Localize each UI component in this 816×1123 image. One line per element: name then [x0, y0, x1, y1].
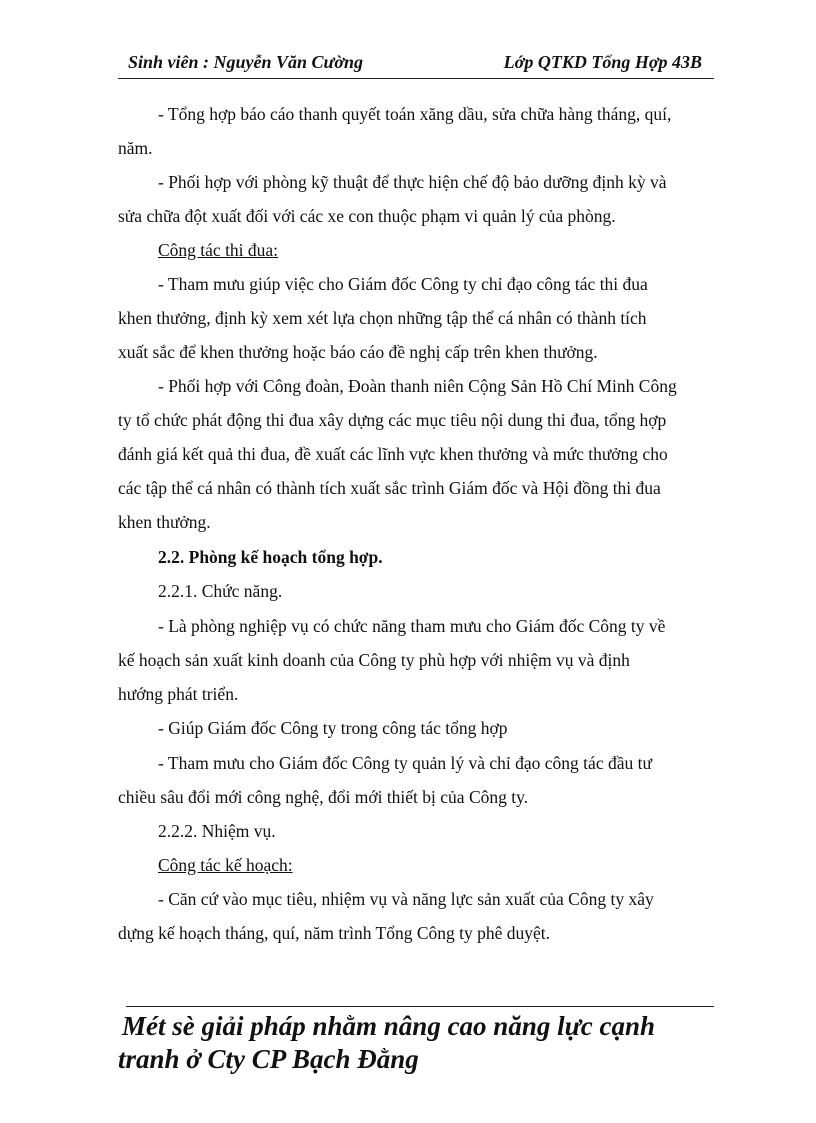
footer-divider — [126, 1006, 714, 1007]
subheading-ke-hoach: Công tác kế hoạch: — [158, 855, 293, 875]
section-heading-2-2-2: 2.2.2. Nhiệm vụ. — [158, 821, 276, 841]
paragraph-line: - Tham mưu giúp việc cho Giám đốc Công ty chỉ đạo công tác thi đua — [158, 274, 648, 294]
paragraph-line: đánh giá kết quả thi đua, đề xuất các lĩnh vực khen thưởng và mức thưởng cho — [118, 444, 668, 464]
paragraph-line: năm. — [118, 138, 153, 158]
paragraph-line: - Giúp Giám đốc Công ty trong công tác tổng hợp — [158, 718, 508, 738]
paragraph-line: - Phối hợp với Công đoàn, Đoàn thanh niên Cộng Sản Hồ Chí Minh Công — [158, 376, 677, 396]
footer-title-line: tranh ở Cty CP Bạch Đằng — [118, 1044, 419, 1074]
paragraph-line: - Tham mưu cho Giám đốc Công ty quản lý và chỉ đạo công tác đầu tư — [158, 753, 652, 773]
paragraph-line: kế hoạch sản xuất kinh doanh của Công ty phù hợp với nhiệm vụ và định — [118, 650, 630, 670]
paragraph-line: dựng kế hoạch tháng, quí, năm trình Tổng Công ty phê duyệt. — [118, 923, 551, 943]
section-heading-2-2-1: 2.2.1. Chức năng. — [158, 581, 283, 601]
paragraph-line: sửa chữa đột xuất đối với các xe con thuộc phạm vi quản lý của phòng. — [118, 206, 616, 226]
paragraph-line: ty tổ chức phát động thi đua xây dựng các mục tiêu nội dung thi đua, tổng hợp — [118, 410, 667, 430]
footer-title — [118, 1010, 718, 1076]
subheading-thi-dua: Công tác thi đua: — [158, 240, 279, 260]
paragraph-line: - Tổng hợp báo cáo thanh quyết toán xăng dầu, sửa chữa hàng tháng, quí, — [158, 104, 672, 124]
paragraph-line: - Phối hợp với phòng kỹ thuật để thực hiện chế độ bảo dưỡng định kỳ và — [158, 172, 667, 192]
student-name: Sinh viên : Nguyễn Văn Cường — [128, 52, 363, 72]
paragraph-line: - Là phòng nghiệp vụ có chức năng tham mưu cho Giám đốc Công ty về — [158, 616, 666, 636]
class-name: Lớp QTKD Tổng Hợp 43B — [503, 52, 702, 72]
paragraph-line: chiều sâu đổi mới công nghệ, đổi mới thiết bị của Công ty. — [118, 787, 529, 807]
paragraph-line: - Căn cứ vào mục tiêu, nhiệm vụ và năng lực sản xuất của Công ty xây — [158, 889, 654, 909]
footer-title-line: Mét sè giải pháp nhằm nâng cao năng lực cạnh — [122, 1011, 656, 1041]
paragraph-line: khen thưởng, định kỳ xem xét lựa chọn những tập thể cá nhân có thành tích — [118, 308, 647, 328]
paragraph-line: khen thưởng. — [118, 512, 211, 532]
section-heading-2-2: 2.2. Phòng kế hoạch tổng hợp. — [158, 547, 383, 567]
paragraph-line: các tập thể cá nhân có thành tích xuất sắc trình Giám đốc và Hội đồng thi đua — [118, 478, 661, 498]
paragraph-line: xuất sắc để khen thưởng hoặc báo cáo đề nghị cấp trên khen thưởng. — [118, 342, 598, 362]
paragraph-line: hướng phát triển. — [118, 684, 239, 704]
page-header — [118, 52, 714, 79]
